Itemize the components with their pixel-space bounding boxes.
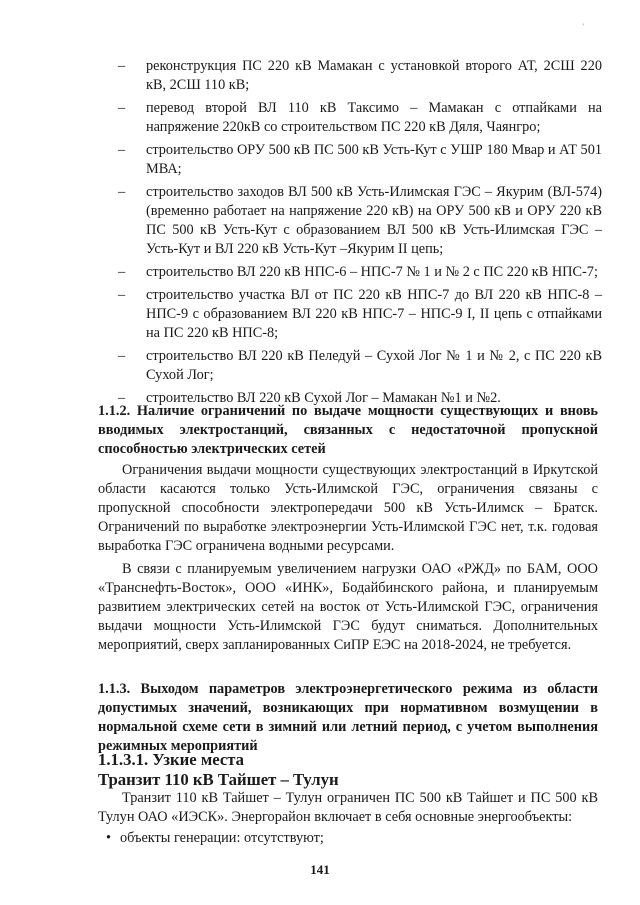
list-item-text: строительство ОРУ 500 кВ ПС 500 кВ Усть-Кут с УШР 180 Мвар и АТ 501 МВА; <box>146 142 602 177</box>
list-item-text: перевод второй ВЛ 110 кВ Таксимо – Мамакан с отпайками на напряжение 220кВ со строительством ПС 220 кВ Дяля, Чаянгро; <box>146 100 602 135</box>
dash-marker: – <box>118 142 126 158</box>
corner-mark: ' <box>582 22 584 32</box>
list-item <box>112 347 602 385</box>
dash-marker: – <box>118 184 126 200</box>
bullet-marker: • <box>106 830 112 846</box>
list-item-text: строительство участка ВЛ от ПС 220 кВ НПС-7 до ВЛ 220 кВ НПС-8 – НПС-9 с образованием ВЛ 220 кВ НПС-7 – НПС-9 I, II цепь с отпайками на ПС 220 кВ НПС-8; <box>146 287 602 341</box>
dash-marker: – <box>118 264 126 280</box>
paragraph: В связи с планируемым увеличением нагрузки ОАО «РЖД» по БАМ, ООО «Транснефть-Восток», ООО «ИНК», Бодайбинского района, и планируемым развитием электрических сетей на восток от Усть-Илимской ГЭС, ограничения выдачи мощности Усть-Илимской ГЭС будут сниматься. Дополнительных мероприятий, сверх запланированных СиПР ЕЭС на 2018-2024, не требуется. <box>98 561 598 653</box>
dash-marker: – <box>118 348 126 364</box>
list-item <box>112 57 602 95</box>
list-item-text: строительство ВЛ 220 кВ Сухой Лог – Мамакан №1 и №2. <box>146 390 501 406</box>
list-item-text: объекты генерации: отсутствуют; <box>120 830 324 846</box>
construction-list <box>112 57 602 412</box>
list-item-text: строительство ВЛ 220 кВ Пеледуй – Сухой Лог № 1 и № 2, с ПС 220 кВ Сухой Лог; <box>146 348 602 383</box>
list-item-text: строительство заходов ВЛ 500 кВ Усть-Илимская ГЭС – Якурим (ВЛ-574) (временно работает на напряжение 220 кВ) на ОРУ 500 кВ и ОРУ 220 кВ ПС 500 кВ Усть-Кут с образованием ВЛ 500 кВ Усть-Илимская ГЭС – Усть-Кут и ВЛ 220 кВ Усть-Кут –Якурим II цепь; <box>146 184 602 257</box>
transit-heading: Транзит 110 кВ Тайшет – Тулун <box>98 770 339 789</box>
dash-marker: – <box>118 390 126 406</box>
list-item <box>112 99 602 137</box>
subsection-heading: 1.1.3.1. Узкие места <box>98 750 245 769</box>
paragraph: Ограничения выдачи мощности существующих электростанций в Иркутской области касаются только Усть-Илимской ГЭС, ограничения связаны с пропускной способности электропередачи 500 кВ Усть-Илимск – Братск. Ограничений по выработке электроэнергии Усть-Илимской ГЭС нет, т.к. годовая выработка ГЭС ограничена водными ресурсами. <box>98 462 598 554</box>
list-item-text: реконструкция ПС 220 кВ Мамакан с установкой второго АТ, 2СШ 220 кВ, 2СШ 110 кВ; <box>146 58 602 93</box>
page-number: 141 <box>310 862 330 877</box>
energy-objects-list <box>98 829 598 848</box>
dash-marker: – <box>118 100 126 116</box>
section-heading-1-1-2: 1.1.2. Наличие ограничений по выдаче мощности существующих и вновь вводимых электростанций, связанных с недостаточной пропускной способностью электрических сетей <box>98 403 598 457</box>
list-item <box>112 263 602 282</box>
section-heading-1-1-3: 1.1.3. Выходом параметров электроэнергетического режима из области допустимых значений, возникающих при нормативном возмущении в нормальной схеме сети в зимний или летний период, с учетом выполнения режимных мероприятий <box>98 681 598 754</box>
paragraph: Транзит 110 кВ Тайшет – Тулун ограничен ПС 500 кВ Тайшет и ПС 500 кВ Тулун ОАО «ИЭСК». Энергорайон включает в себя основные энергообъекты: <box>98 790 598 825</box>
list-item <box>112 286 602 343</box>
list-item <box>112 183 602 259</box>
dash-marker: – <box>118 58 126 74</box>
list-item <box>112 141 602 179</box>
section-1-1-2-body <box>98 461 598 659</box>
list-item-text: строительство ВЛ 220 кВ НПС-6 – НПС-7 № 1 и № 2 с ПС 220 кВ НПС-7; <box>146 264 598 280</box>
dash-marker: – <box>118 287 126 303</box>
list-item <box>98 829 598 848</box>
section-1-1-3-body <box>98 789 598 831</box>
